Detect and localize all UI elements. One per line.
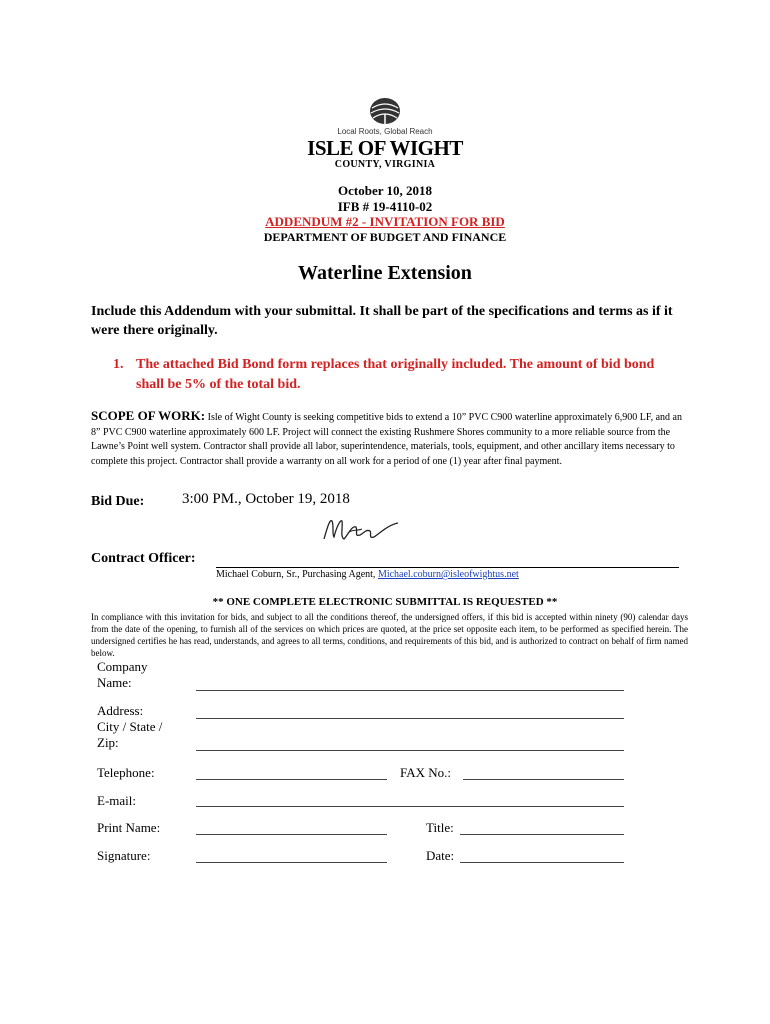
company-name-label: Company Name: (97, 659, 148, 690)
city-state-zip-label: City / State / Zip: (97, 719, 163, 750)
bid-due-label: Bid Due: (91, 494, 145, 509)
globe-tree-icon (368, 96, 402, 126)
item-number: 1. (113, 357, 124, 372)
logo-subname: COUNTY, VIRGINIA (334, 159, 436, 170)
telephone-label: Telephone: (97, 765, 155, 780)
address-city-state-zip-labels (97, 703, 177, 751)
print-name-field[interactable] (196, 834, 387, 835)
intro-text: Include this Addendum with your submittal. It shall be part of the specifications and terms as if it were there originally. (91, 304, 673, 338)
signature-field[interactable] (196, 862, 387, 863)
department-name: DEPARTMENT OF BUDGET AND FINANCE (263, 230, 507, 244)
signature-label: Signature: (97, 848, 151, 863)
addendum-item (114, 355, 674, 395)
date-field[interactable] (460, 862, 624, 863)
fax-field[interactable] (463, 779, 624, 780)
logo-tagline: Local Roots, Global Reach (337, 127, 433, 136)
scope-of-work (91, 409, 688, 469)
county-logo (300, 96, 470, 176)
fax-label: FAX No.: (400, 765, 452, 780)
submittal-notice: ** ONE COMPLETE ELECTRONIC SUBMITTAL IS REQUESTED ** (212, 596, 558, 608)
print-name-label: Print Name: (97, 820, 161, 835)
company-name-field[interactable] (196, 690, 624, 691)
email-label: E-mail: (97, 793, 136, 808)
logo-name: ISLE OF WIGHT (307, 136, 463, 160)
compliance-statement: In compliance with this invitation for bids, and subject to all the conditions thereof, the undersigned offers, if this bid is accepted within ninety (90) calendar days from the date of the opening, to furnish all of the services on which prices are quoted, at the price set opposite each item, to be performed as specified herein. The undersigned certifies he has read, understands, and agrees to all terms, conditions, and requirements of this bid, and is authorized to contract on behalf of firm named below. (91, 612, 688, 658)
contract-officer-label: Contract Officer: (91, 551, 196, 566)
scope-text: Isle of Wight County is seeking competitive bids to extend a 10” PVC C900 waterline approximately 6,900 LF, and an 8” PVC C900 waterline approximately 600 LF. Project will connect the existing Rushmere Shores community to a more reliable source from the Lawne’s Point well system. Contractor shall provide all labor, superintendence, materials, tools, equipment, and other ancillary items necessary to complete this project. Contractor shall provide a warranty on all work for a period of one (1) year after final payment. (91, 412, 682, 467)
bid-due-value: 3:00 PM., October 19, 2018 (182, 491, 350, 507)
document-date: October 10, 2018 (338, 183, 432, 198)
contract-officer-name: Michael Coburn, Sr., Purchasing Agent, (216, 569, 376, 580)
addendum-heading: ADDENDUM #2 - INVITATION FOR BID (265, 214, 505, 229)
address-label: Address: (97, 703, 144, 718)
address-field[interactable] (196, 718, 624, 719)
city-state-zip-field[interactable] (196, 750, 624, 751)
contract-officer-email-link[interactable]: Michael.coburn@isleofwightus.net (377, 569, 519, 580)
handwritten-signature (318, 511, 402, 547)
title-label: Title: (426, 820, 454, 835)
title-field[interactable] (460, 834, 624, 835)
document-title: Waterline Extension (298, 262, 472, 284)
ifb-number: IFB # 19-4110-02 (337, 199, 433, 214)
scope-label: SCOPE OF WORK: (91, 408, 206, 423)
date-label: Date: (426, 848, 455, 863)
contract-officer-line (216, 567, 679, 568)
email-field[interactable] (196, 806, 624, 807)
telephone-field[interactable] (196, 779, 387, 780)
item-text: The attached Bid Bond form replaces that originally included. The amount of bid bond shall be 5% of the total bid. (136, 357, 655, 392)
contract-officer-info (216, 569, 519, 580)
